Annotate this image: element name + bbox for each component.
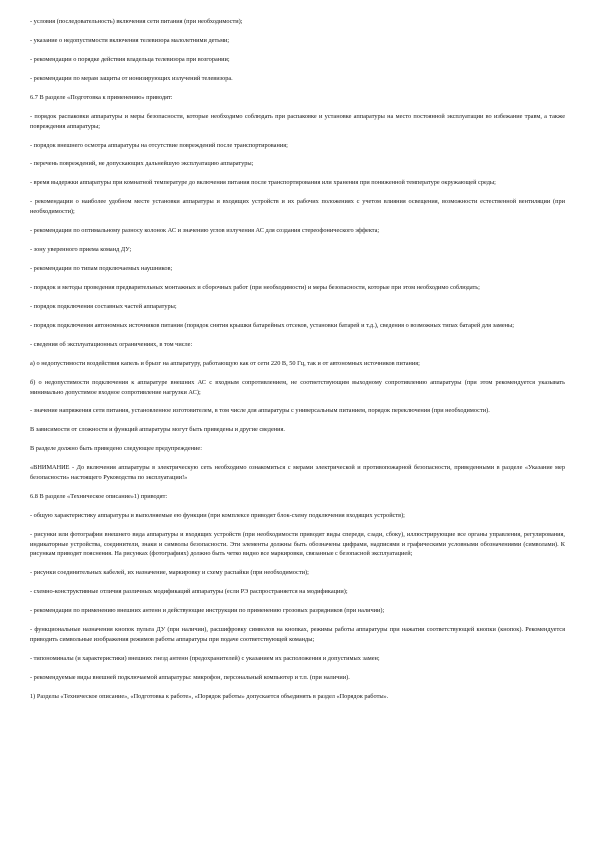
section-heading: 6.7 В разделе «Подготовка к применению» приводят: <box>30 93 173 101</box>
paragraph: - порядок внешнего осмотра аппаратуры на отсутствие повреждений после транспортирования; <box>30 141 288 149</box>
paragraph: В зависимости от сложности и функций аппаратуры могут быть приведены и другие сведения. <box>30 426 285 434</box>
paragraph: - зону уверенного приема команд ДУ; <box>30 246 132 254</box>
paragraph: - значение напряжения сети питания, установленное изготовителем, в том числе для аппаратуры с универсальным питанием, порядок переключения (при необходимости). <box>30 407 490 415</box>
paragraph: - условия (последовательность) включения сети питания (при необходимости); <box>30 18 243 25</box>
paragraph: - рекомендуемые виды внешней подключаемой аппаратуры: микрофон, персональный компьютер и т.п. (при наличии). <box>30 673 350 681</box>
paragraph: - общую характеристику аппаратуры и выполняемые ею функции (при комплексе приводят блок-схему подключения входящих устройств); <box>30 512 405 519</box>
paragraph: - схемно-конструктивные отличия различных модификаций аппаратуры (если РЭ распространяется на модификации); <box>30 588 348 596</box>
paragraph: - перечень повреждений, не допускающих дальнейшую эксплуатацию аппаратуры; <box>30 160 254 168</box>
paragraph: - рекомендации по мерам защиты от ионизирующих излучений телевизора. <box>30 74 233 82</box>
paragraph: В разделе должно быть приведено следующее предупреждение: <box>30 445 202 453</box>
paragraph: - рекомендации по оптимальному разносу колонок АС и значению углов излучения АС для создания стереофонического эффекта; <box>30 227 380 235</box>
paragraph: б) о недопустимости подключения к аппаратуре внешних АС с входным сопротивлением, не соответствующим выходному сопротивлению аппаратуры (при этом рекомендуется указывать минимально допустимое входное сопротивление нагрузки АС); <box>30 378 565 396</box>
paragraph: а) о недопустимости воздействия капель и брызг на аппаратуру, работающую как от сети 220 В, 50 Гц, так и от автономных источников питания; <box>30 359 420 367</box>
paragraph: - порядок и методы проведения предварительных монтажных и сборочных работ (при необходимости) и меры безопасности, которые при этом необходимо соблюдать; <box>30 283 480 291</box>
paragraph: - рекомендации о порядке действия владельца телевизора при возгорании; <box>30 55 230 63</box>
document-page <box>30 17 565 708</box>
paragraph: - рекомендации по применению внешних антенн и действующие инструкции по применению грозовых разрядников (при наличии); <box>30 607 385 615</box>
paragraph: - рекомендации по типам подключаемых наушников; <box>30 265 173 272</box>
paragraph: - рекомендации о наиболее удобном месте установки аппаратуры и входящих устройств и их рабочих положениях с учетом влияния освещения, возможности естественной вентиляции (при необходимости); <box>30 198 565 216</box>
paragraph: - порядок подключения автономных источников питания (порядок снятия крышки батарейных отсеков, установки батарей и т.д.), сведения о возможных типах батарей для замены; <box>30 321 515 329</box>
footnote: 1) Разделы «Техническое описание», «Подготовка к работе», «Порядок работы» допускается объединять в раздел «Порядок работы». <box>30 692 389 700</box>
paragraph: - рисунки соединительных кабелей, их назначение, маркировку и схему распайки (при необходимости); <box>30 569 309 577</box>
warning-paragraph: «ВНИМАНИЕ - До включения аппаратуры в электрическую сеть необходимо ознакомиться с мерами электрической и противопожарной безопасности, приведенными в разделе «Указание мер безопасности» настоящего Руководства по эксплуатации!» <box>30 464 565 482</box>
section-heading: 6.8 В разделе «Техническое описание»1) приводят: <box>30 493 168 501</box>
paragraph: - порядок распаковки аппаратуры и меры безопасности, которые необходимо соблюдать при распаковке и установке аппаратуры на место постоянной эксплуатации во избежание травм, а также повреждения аппаратуры; <box>30 112 565 130</box>
paragraph: - указание о недопустимости включения телевизора малолетними детьми; <box>30 36 230 44</box>
paragraph: - порядок подключения составных частей аппаратуры; <box>30 302 177 310</box>
paragraph: - сведения об эксплуатационных ограничениях, в том числе: <box>30 340 193 348</box>
paragraph: - рисунки или фотографии внешнего вида аппаратуры и входящих устройств (при необходимости приводят виды спереди, сзади, сбоку), иллюстрирующие все органы управления, регулирования, индикаторные устройства, соединители, знаки и символы безопасности. Эти элементы должны быть обозначены цифрами, надписями и графическими условными обозначениями (символами). К рисункам приводят пояснения. На рисунках (фотографиях) должно быть четко видно все маркировки, связанные с безопасной эксплуатацией; <box>30 530 565 558</box>
paragraph: - время выдержки аппаратуры при комнатной температуре до включения питания после транспортирования или хранения при пониженной температуре окружающей среды; <box>30 179 496 187</box>
paragraph: - функциональные назначения кнопок пульта ДУ (при наличии), расшифровку символов на кнопках, режимы работы аппаратуры при нажатии соответствующей кнопки (кнопок). Рекомендуется приводить символьные изображения режимов работы аппаратуры при подаче соответствующей команды; <box>30 626 565 643</box>
paragraph: - типономиналы (и характеристики) внешних гнезд антенн (предохранителей) с указанием их расположения и допустимых замен; <box>30 654 380 662</box>
